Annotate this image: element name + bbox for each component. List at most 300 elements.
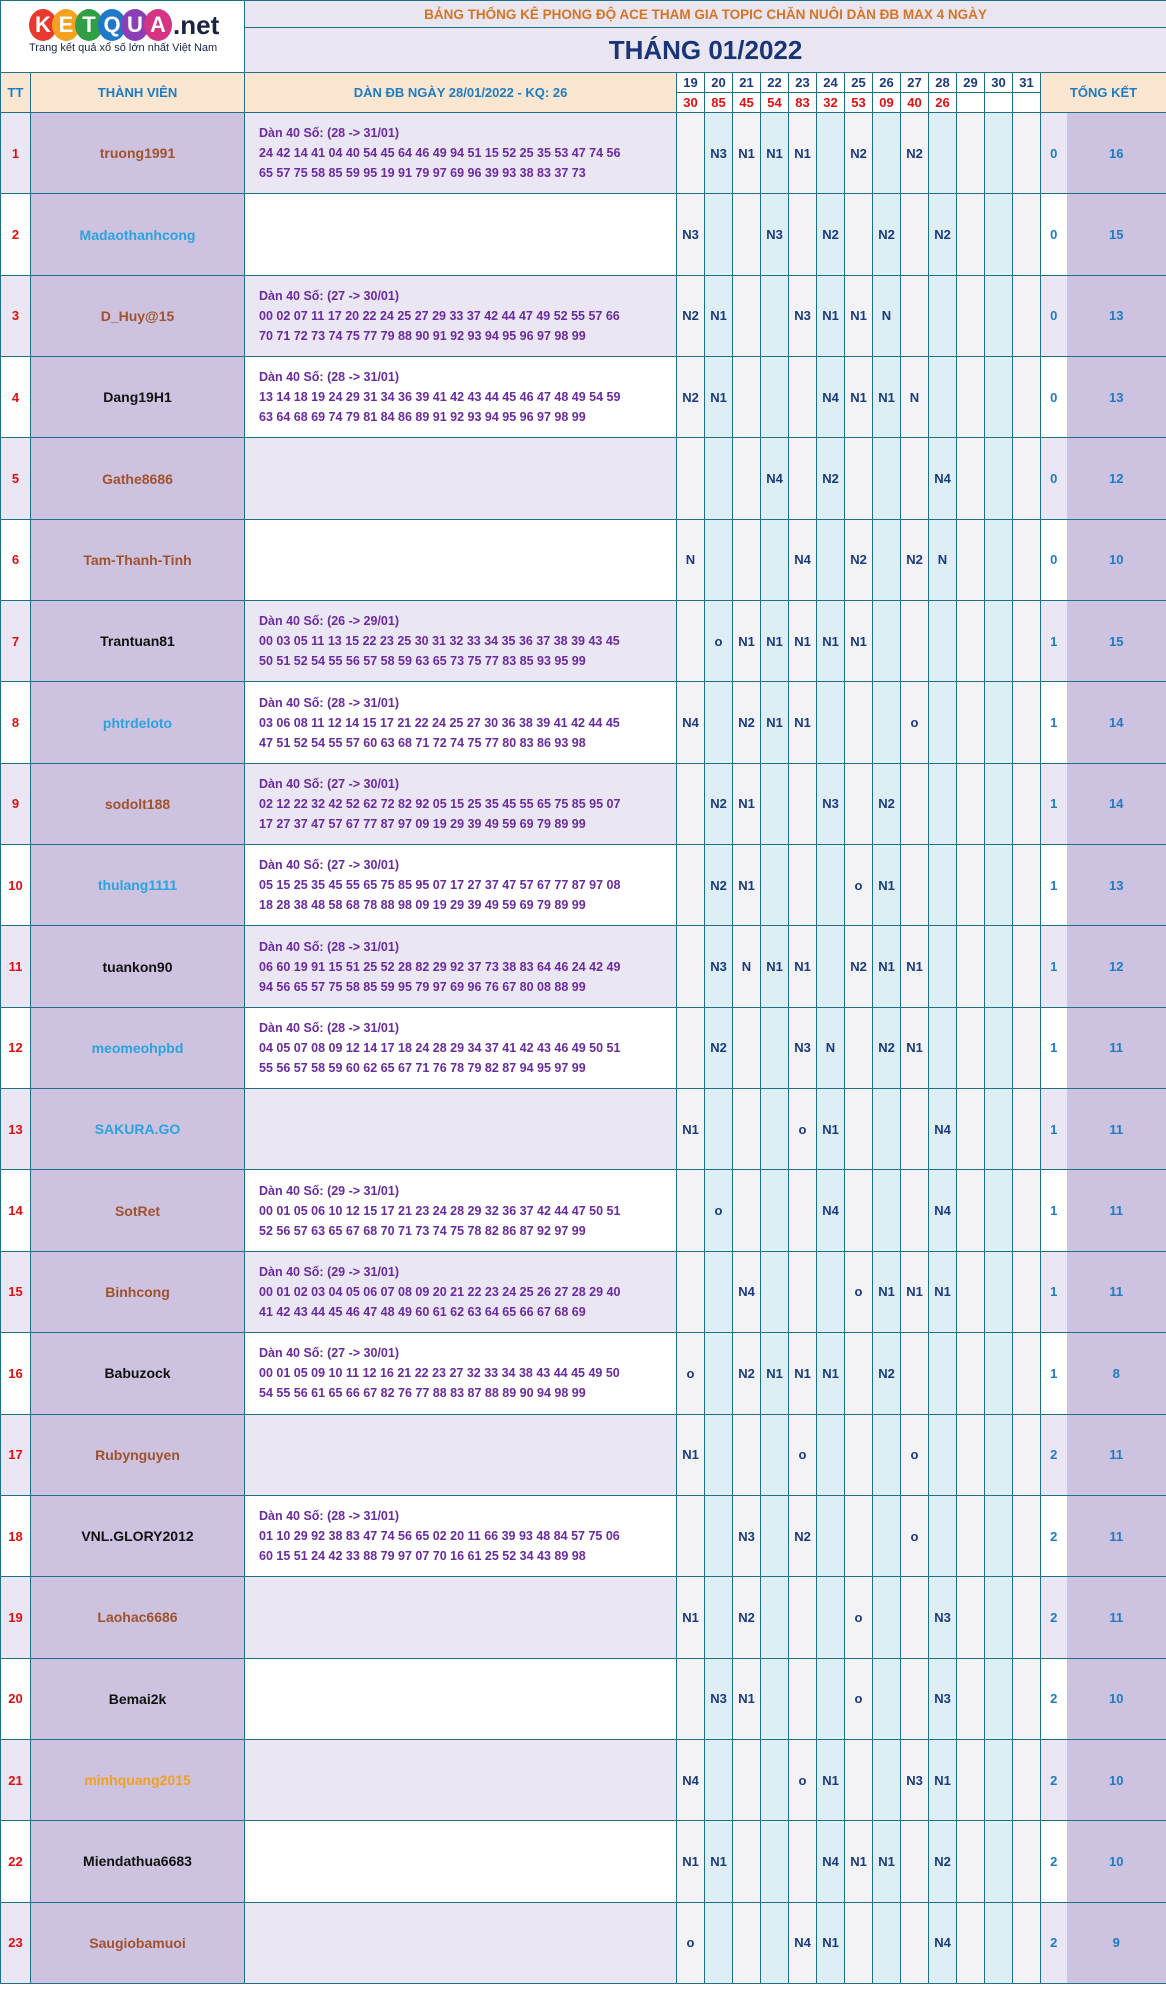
day-mark: N4 xyxy=(789,519,817,600)
member-name: meomeohpbd xyxy=(31,1007,245,1088)
day-header: 26 xyxy=(873,73,901,93)
total-score: 12 xyxy=(1067,438,1166,519)
table-row xyxy=(1,1658,1166,1739)
day-mark xyxy=(817,519,845,600)
dan-cell xyxy=(245,682,677,763)
day-mark: o xyxy=(901,682,929,763)
member-name: Miendathua6683 xyxy=(31,1821,245,1902)
row-number: 19 xyxy=(1,1577,31,1658)
day-mark xyxy=(845,1414,873,1495)
day-mark xyxy=(845,1170,873,1251)
total-hit: 2 xyxy=(1041,1739,1067,1820)
day-result xyxy=(985,93,1013,113)
day-mark xyxy=(817,1414,845,1495)
day-mark xyxy=(985,1495,1013,1576)
member-name: Dang19H1 xyxy=(31,357,245,438)
day-mark: N3 xyxy=(929,1658,957,1739)
day-mark xyxy=(929,926,957,1007)
member-name: Gathe8686 xyxy=(31,438,245,519)
day-mark xyxy=(733,438,761,519)
day-mark: N1 xyxy=(817,1902,845,1983)
table-row xyxy=(1,275,1166,356)
row-number: 16 xyxy=(1,1333,31,1414)
day-mark xyxy=(985,1577,1013,1658)
member-name: tuankon90 xyxy=(31,926,245,1007)
day-mark xyxy=(985,1739,1013,1820)
total-hit: 1 xyxy=(1041,1089,1067,1170)
day-header: 24 xyxy=(817,73,845,93)
day-mark xyxy=(677,1658,705,1739)
day-mark xyxy=(985,926,1013,1007)
day-mark: N4 xyxy=(929,1902,957,1983)
total-hit: 2 xyxy=(1041,1658,1067,1739)
total-score: 11 xyxy=(1067,1170,1166,1251)
day-mark xyxy=(985,682,1013,763)
day-mark xyxy=(957,438,985,519)
day-mark xyxy=(845,194,873,275)
day-mark: N1 xyxy=(845,357,873,438)
day-mark: N4 xyxy=(817,357,845,438)
day-mark: N3 xyxy=(789,1007,817,1088)
table-row xyxy=(1,357,1166,438)
day-mark: N1 xyxy=(789,682,817,763)
row-number: 11 xyxy=(1,926,31,1007)
day-mark: N1 xyxy=(789,601,817,682)
day-mark xyxy=(789,1821,817,1902)
day-mark: N1 xyxy=(817,1739,845,1820)
day-mark: N3 xyxy=(789,275,817,356)
day-mark xyxy=(929,113,957,194)
dan-cell xyxy=(245,275,677,356)
day-mark xyxy=(901,601,929,682)
day-mark xyxy=(1013,194,1041,275)
total-hit: 1 xyxy=(1041,1170,1067,1251)
day-mark xyxy=(1013,1007,1041,1088)
member-name: sodolt188 xyxy=(31,763,245,844)
dan-line2: 94 56 65 57 75 58 85 59 95 79 97 69 96 76 67 80 08 88 99 xyxy=(259,979,586,994)
day-mark xyxy=(957,1495,985,1576)
dan-cell xyxy=(245,1251,677,1332)
day-mark: N3 xyxy=(817,763,845,844)
day-mark xyxy=(677,601,705,682)
day-mark: N3 xyxy=(705,1658,733,1739)
day-mark xyxy=(929,357,957,438)
dan-line2: 54 55 56 61 65 66 67 82 76 77 88 83 87 88 89 90 94 98 99 xyxy=(259,1386,586,1401)
day-mark: N1 xyxy=(845,1821,873,1902)
day-mark xyxy=(1013,763,1041,844)
day-mark: o xyxy=(845,1251,873,1332)
day-mark xyxy=(761,1821,789,1902)
dan-title: Dàn 40 Số: (29 -> 31/01) xyxy=(259,1183,399,1198)
day-mark xyxy=(845,763,873,844)
day-mark: N2 xyxy=(873,1007,901,1088)
day-mark xyxy=(873,1577,901,1658)
day-mark xyxy=(733,194,761,275)
day-mark xyxy=(873,1495,901,1576)
dan-line2: 70 71 72 73 74 75 77 79 88 90 91 92 93 94 95 96 97 98 99 xyxy=(259,328,586,343)
day-mark: N3 xyxy=(733,1495,761,1576)
dan-line1: 13 14 18 19 24 29 31 34 36 39 41 42 43 44 45 46 47 48 49 54 59 xyxy=(259,390,621,405)
total-hit: 2 xyxy=(1041,1495,1067,1576)
day-mark xyxy=(761,1414,789,1495)
member-name: Bemai2k xyxy=(31,1658,245,1739)
day-mark: N1 xyxy=(873,926,901,1007)
day-header: 31 xyxy=(1013,73,1041,93)
day-mark xyxy=(789,763,817,844)
day-mark xyxy=(957,1089,985,1170)
day-mark xyxy=(929,1333,957,1414)
dan-line2: 55 56 57 58 59 60 62 65 67 71 76 78 79 82 87 94 95 97 99 xyxy=(259,1060,586,1075)
day-mark xyxy=(761,1170,789,1251)
day-mark: N2 xyxy=(705,1007,733,1088)
day-mark xyxy=(957,1658,985,1739)
day-mark xyxy=(929,763,957,844)
total-hit: 1 xyxy=(1041,601,1067,682)
day-mark: N4 xyxy=(929,1089,957,1170)
day-mark xyxy=(929,1495,957,1576)
day-mark xyxy=(901,1089,929,1170)
day-mark xyxy=(677,763,705,844)
dan-line2: 65 57 75 58 85 59 95 19 91 79 97 69 96 39 93 38 83 37 73 xyxy=(259,166,586,181)
dan-title: Dàn 40 Số: (27 -> 30/01) xyxy=(259,858,399,873)
day-mark xyxy=(761,1658,789,1739)
day-mark xyxy=(873,519,901,600)
logo-letter: U xyxy=(121,9,149,41)
day-mark xyxy=(1013,1821,1041,1902)
day-mark xyxy=(845,1739,873,1820)
dan-line1: 24 42 14 41 04 40 54 45 64 46 49 94 51 15 52 25 35 53 47 74 56 xyxy=(259,146,621,161)
total-hit: 0 xyxy=(1041,438,1067,519)
day-mark xyxy=(929,1007,957,1088)
day-mark xyxy=(957,194,985,275)
dan-cell xyxy=(245,1658,677,1739)
day-mark xyxy=(957,763,985,844)
day-mark xyxy=(985,601,1013,682)
day-mark: N xyxy=(817,1007,845,1088)
day-mark xyxy=(733,1089,761,1170)
total-score: 10 xyxy=(1067,519,1166,600)
day-mark xyxy=(761,1902,789,1983)
day-mark xyxy=(705,1739,733,1820)
total-score: 12 xyxy=(1067,926,1166,1007)
day-mark xyxy=(957,1577,985,1658)
day-mark xyxy=(1013,1170,1041,1251)
row-number: 8 xyxy=(1,682,31,763)
ketqua-logo xyxy=(29,9,229,69)
day-mark: N1 xyxy=(677,1089,705,1170)
day-mark: N1 xyxy=(761,113,789,194)
day-mark xyxy=(761,1577,789,1658)
day-mark: N2 xyxy=(929,194,957,275)
table-row xyxy=(1,113,1166,194)
day-result: 83 xyxy=(789,93,817,113)
total-hit: 0 xyxy=(1041,113,1067,194)
day-mark xyxy=(677,438,705,519)
day-mark: N1 xyxy=(677,1414,705,1495)
day-mark xyxy=(957,601,985,682)
day-mark xyxy=(845,1007,873,1088)
day-mark xyxy=(901,763,929,844)
day-mark xyxy=(733,1739,761,1820)
day-mark: N1 xyxy=(733,601,761,682)
day-mark xyxy=(789,1577,817,1658)
day-mark xyxy=(845,1495,873,1576)
table-row xyxy=(1,1170,1166,1251)
day-mark xyxy=(985,1414,1013,1495)
day-mark: N1 xyxy=(929,1251,957,1332)
day-mark: N2 xyxy=(677,357,705,438)
day-mark: N1 xyxy=(733,763,761,844)
day-result: 85 xyxy=(705,93,733,113)
day-mark: N1 xyxy=(901,926,929,1007)
column-header-dan: DÀN ĐB NGÀY 28/01/2022 - KQ: 26 xyxy=(245,73,677,113)
total-score: 11 xyxy=(1067,1414,1166,1495)
day-result: 54 xyxy=(761,93,789,113)
logo-slogan: Trang kết quả xổ số lớn nhất Việt Nam xyxy=(29,42,218,54)
day-mark xyxy=(985,275,1013,356)
day-mark xyxy=(901,275,929,356)
row-number: 18 xyxy=(1,1495,31,1576)
day-mark xyxy=(789,1251,817,1332)
dan-cell xyxy=(245,601,677,682)
table-row xyxy=(1,1007,1166,1088)
day-mark: N1 xyxy=(761,682,789,763)
day-mark: N2 xyxy=(901,519,929,600)
day-mark xyxy=(1013,1577,1041,1658)
dan-line1: 01 10 29 92 38 83 47 74 56 65 02 20 11 66 39 93 48 84 57 75 06 xyxy=(259,1529,620,1544)
dan-line1: 00 01 02 03 04 05 06 07 08 09 20 21 22 23 24 25 26 27 28 29 40 xyxy=(259,1284,621,1299)
day-mark: N1 xyxy=(705,275,733,356)
day-mark xyxy=(957,1414,985,1495)
day-mark xyxy=(985,1658,1013,1739)
row-number: 3 xyxy=(1,275,31,356)
day-mark xyxy=(957,1251,985,1332)
day-mark: N2 xyxy=(873,194,901,275)
day-mark xyxy=(677,113,705,194)
dan-title: Dàn 40 Số: (27 -> 30/01) xyxy=(259,288,399,303)
day-header: 21 xyxy=(733,73,761,93)
day-mark xyxy=(901,845,929,926)
day-mark xyxy=(901,1658,929,1739)
day-mark xyxy=(761,519,789,600)
day-mark xyxy=(1013,1089,1041,1170)
row-number: 13 xyxy=(1,1089,31,1170)
day-mark xyxy=(845,1902,873,1983)
day-mark: N1 xyxy=(901,1007,929,1088)
day-mark xyxy=(985,1251,1013,1332)
row-number: 20 xyxy=(1,1658,31,1739)
total-score: 16 xyxy=(1067,113,1166,194)
day-mark xyxy=(929,682,957,763)
day-mark xyxy=(957,1739,985,1820)
day-mark xyxy=(929,601,957,682)
day-mark xyxy=(1013,1495,1041,1576)
total-score: 9 xyxy=(1067,1902,1166,1983)
day-mark: N1 xyxy=(873,845,901,926)
dan-title: Dàn 40 Số: (27 -> 30/01) xyxy=(259,1346,399,1361)
day-mark: o xyxy=(705,1170,733,1251)
day-mark xyxy=(789,194,817,275)
member-name: Madaothanhcong xyxy=(31,194,245,275)
total-score: 14 xyxy=(1067,682,1166,763)
day-header: 27 xyxy=(901,73,929,93)
day-mark: o xyxy=(789,1739,817,1820)
day-mark: N4 xyxy=(929,438,957,519)
dan-line2: 17 27 37 47 57 67 77 87 97 09 19 29 39 49 59 69 79 89 99 xyxy=(259,816,586,831)
total-hit: 2 xyxy=(1041,1821,1067,1902)
day-mark xyxy=(957,357,985,438)
day-mark: N2 xyxy=(817,438,845,519)
day-mark xyxy=(733,275,761,356)
dan-cell xyxy=(245,1821,677,1902)
day-mark: N1 xyxy=(873,1251,901,1332)
day-result: 40 xyxy=(901,93,929,113)
day-mark: N4 xyxy=(761,438,789,519)
total-score: 15 xyxy=(1067,601,1166,682)
day-mark: N4 xyxy=(677,682,705,763)
dan-cell xyxy=(245,1089,677,1170)
day-mark xyxy=(733,1821,761,1902)
dan-title: Dàn 40 Số: (28 -> 31/01) xyxy=(259,126,399,141)
day-mark: N2 xyxy=(733,682,761,763)
table-row xyxy=(1,1577,1166,1658)
day-mark: N1 xyxy=(845,275,873,356)
day-mark xyxy=(1013,845,1041,926)
dan-line1: 00 03 05 11 13 15 22 23 25 30 31 32 33 34 35 36 37 38 39 43 45 xyxy=(259,634,620,649)
day-mark xyxy=(705,1414,733,1495)
total-score: 11 xyxy=(1067,1577,1166,1658)
day-mark xyxy=(761,1739,789,1820)
day-mark xyxy=(817,926,845,1007)
day-mark xyxy=(1013,1333,1041,1414)
dan-cell xyxy=(245,1902,677,1983)
day-mark xyxy=(957,1333,985,1414)
day-mark: N1 xyxy=(677,1577,705,1658)
table-row xyxy=(1,845,1166,926)
total-score: 10 xyxy=(1067,1821,1166,1902)
day-mark xyxy=(705,1495,733,1576)
table-row xyxy=(1,194,1166,275)
dan-line1: 04 05 07 08 09 12 14 17 18 24 28 29 34 37 41 42 43 46 49 50 51 xyxy=(259,1040,621,1055)
total-hit: 1 xyxy=(1041,1251,1067,1332)
day-mark xyxy=(1013,113,1041,194)
day-mark: N2 xyxy=(705,845,733,926)
day-mark xyxy=(705,194,733,275)
day-mark xyxy=(957,519,985,600)
row-number: 14 xyxy=(1,1170,31,1251)
day-mark xyxy=(901,1902,929,1983)
total-score: 13 xyxy=(1067,275,1166,356)
dan-line1: 03 06 08 11 12 14 15 17 21 22 24 25 27 30 36 38 39 41 42 44 45 xyxy=(259,715,620,730)
logo-suffix: .net xyxy=(173,9,220,40)
member-name: D_Huy@15 xyxy=(31,275,245,356)
day-mark xyxy=(1013,1739,1041,1820)
day-mark xyxy=(957,1007,985,1088)
day-mark xyxy=(1013,1902,1041,1983)
day-mark xyxy=(761,1007,789,1088)
day-mark: N1 xyxy=(817,275,845,356)
day-mark: N1 xyxy=(789,1333,817,1414)
dan-title: Dàn 40 Số: (28 -> 31/01) xyxy=(259,1509,399,1524)
total-hit: 0 xyxy=(1041,275,1067,356)
day-result: 45 xyxy=(733,93,761,113)
logo-letter: K xyxy=(29,9,57,41)
day-mark: N4 xyxy=(929,1170,957,1251)
total-hit: 1 xyxy=(1041,1007,1067,1088)
day-mark xyxy=(929,1414,957,1495)
day-mark xyxy=(789,1658,817,1739)
total-score: 10 xyxy=(1067,1658,1166,1739)
day-mark xyxy=(901,438,929,519)
dan-cell xyxy=(245,1577,677,1658)
day-mark: o xyxy=(677,1333,705,1414)
day-mark: N1 xyxy=(789,113,817,194)
total-score: 11 xyxy=(1067,1089,1166,1170)
day-mark xyxy=(817,1577,845,1658)
dan-title: Dàn 40 Số: (28 -> 31/01) xyxy=(259,695,399,710)
day-mark: o xyxy=(845,1577,873,1658)
day-mark xyxy=(789,438,817,519)
day-mark xyxy=(845,438,873,519)
day-mark: N3 xyxy=(677,194,705,275)
day-mark xyxy=(873,1739,901,1820)
day-mark xyxy=(705,1333,733,1414)
table-row xyxy=(1,1902,1166,1983)
total-hit: 1 xyxy=(1041,682,1067,763)
day-mark: N1 xyxy=(761,926,789,1007)
day-mark xyxy=(705,1902,733,1983)
day-mark xyxy=(705,1089,733,1170)
day-mark xyxy=(789,845,817,926)
day-mark xyxy=(957,275,985,356)
day-mark xyxy=(873,1414,901,1495)
day-mark: N2 xyxy=(873,1333,901,1414)
day-mark xyxy=(845,1089,873,1170)
day-mark xyxy=(705,519,733,600)
row-number: 2 xyxy=(1,194,31,275)
day-mark xyxy=(929,845,957,926)
dan-line2: 47 51 52 54 55 57 60 63 68 71 72 74 75 77 80 83 86 93 98 xyxy=(259,735,586,750)
table-row xyxy=(1,1251,1166,1332)
day-mark: o xyxy=(677,1902,705,1983)
table-row xyxy=(1,1333,1166,1414)
day-result: 30 xyxy=(677,93,705,113)
table-row xyxy=(1,1495,1166,1576)
day-mark: N3 xyxy=(705,113,733,194)
day-result: 32 xyxy=(817,93,845,113)
day-mark xyxy=(817,682,845,763)
day-mark xyxy=(985,438,1013,519)
day-mark: N1 xyxy=(873,1821,901,1902)
table-row xyxy=(1,926,1166,1007)
page-title: BẢNG THỐNG KÊ PHONG ĐỘ ACE THAM GIA TOPIC CHĂN NUÔI DÀN ĐB MAX 4 NGÀY xyxy=(245,1,1166,28)
day-header: 19 xyxy=(677,73,705,93)
dan-line2: 41 42 43 44 45 46 47 48 49 60 61 62 63 64 65 66 67 68 69 xyxy=(259,1304,586,1319)
column-header-total: TỔNG KẾT xyxy=(1041,73,1166,113)
dan-line2: 50 51 52 54 55 56 57 58 59 63 65 73 75 77 83 85 93 95 99 xyxy=(259,654,586,669)
day-mark xyxy=(873,1170,901,1251)
day-mark: N1 xyxy=(817,601,845,682)
day-mark xyxy=(873,682,901,763)
day-mark xyxy=(957,926,985,1007)
day-mark: N1 xyxy=(733,113,761,194)
day-header: 23 xyxy=(789,73,817,93)
day-mark xyxy=(761,845,789,926)
total-hit: 1 xyxy=(1041,1333,1067,1414)
day-mark xyxy=(985,1089,1013,1170)
total-score: 8 xyxy=(1067,1333,1166,1414)
day-mark: N2 xyxy=(733,1333,761,1414)
